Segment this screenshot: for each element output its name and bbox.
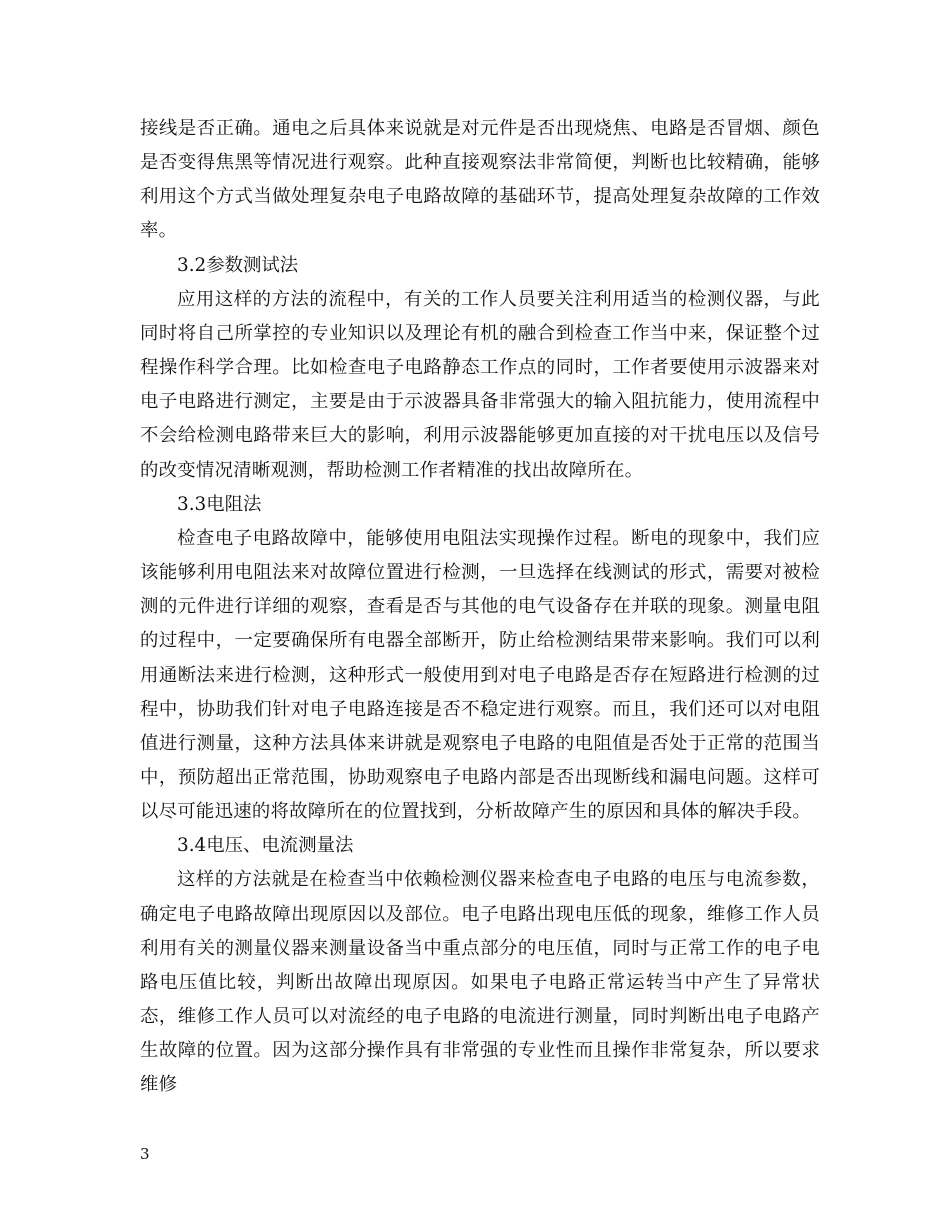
page-number: 3	[140, 1145, 150, 1163]
section-heading-3-3: 3.3电阻法	[177, 493, 262, 515]
section-heading-3-4: 3.4电压、电流测量法	[177, 835, 354, 857]
paragraph-parameter-test: 应用这样的方法的流程中，有关的工作人员要关注利用适当的检测仪器，与此同时将自己所掌控的专业知识以及理论有机的融合到检查工作当中来，保证整个过程操作科学合理。比如检查电子电路静态工作点的同时，工作者要使用示波器来对电子电路进行测定，主要是由于示波器具备非常强大的输入阻抗能力，使用流程中不会给检测电路带来巨大的影响，利用示波器能够更加直接的对干扰电压以及信号的改变情况清晰观测，帮助检测工作者精准的找出故障所在。	[140, 288, 820, 481]
paragraph-voltage-current-method: 这样的方法就是在检查当中依赖检测仪器来检查电子电路的电压与电流参数，确定电子电路故障出现原因以及部位。电子电路出现电压低的现象，维修工作人员利用有关的测量仪器来测量设备当中重点部分的电压值，同时与正常工作的电子电路电压值比较，判断出故障出现原因。如果电子电路正常运转当中产生了异常状态，维修工作人员可以对流经的电子电路的电流进行测量，同时判断出电子电路产生故障的位置。因为这部分操作具有非常强的专业性而且操作非常复杂，所以要求维修	[140, 869, 820, 1096]
paragraph-resistance-method: 检查电子电路故障中，能够使用电阻法实现操作过程。断电的现象中，我们应该能够利用电阻法来对故障位置进行检测，一旦选择在线测试的形式，需要对被检测的元件进行详细的观察，查看是否与其他的电气设备存在并联的现象。测量电阻的过程中，一定要确保所有电器全部断开，防止给检测结果带来影响。我们可以利用通断法来进行检测，这种形式一般使用到对电子电路是否存在短路进行检测的过程中，协助我们针对电子电路连接是否不稳定进行观察。而且，我们还可以对电阻值进行测量，这种方法具体来讲就是观察电子电路的电阻值是否处于正常的范围当中，预防超出正常范围，协助观察电子电路内部是否出现断线和漏电问题。这样可以尽可能迅速的将故障所在的位置找到，分析故障产生的原因和具体的解决手段。	[140, 527, 820, 823]
paragraph-continued: 接线是否正确。通电之后具体来说就是对元件是否出现烧焦、电路是否冒烟、颜色是否变得焦黑等情况进行观察。此种直接观察法非常简便，判断也比较精确，能够利用这个方式当做处理复杂电子电路故障的基础环节，提高处理复杂故障的工作效率。	[140, 118, 820, 242]
section-heading-3-2: 3.2参数测试法	[177, 254, 299, 276]
document-body	[140, 112, 820, 1103]
